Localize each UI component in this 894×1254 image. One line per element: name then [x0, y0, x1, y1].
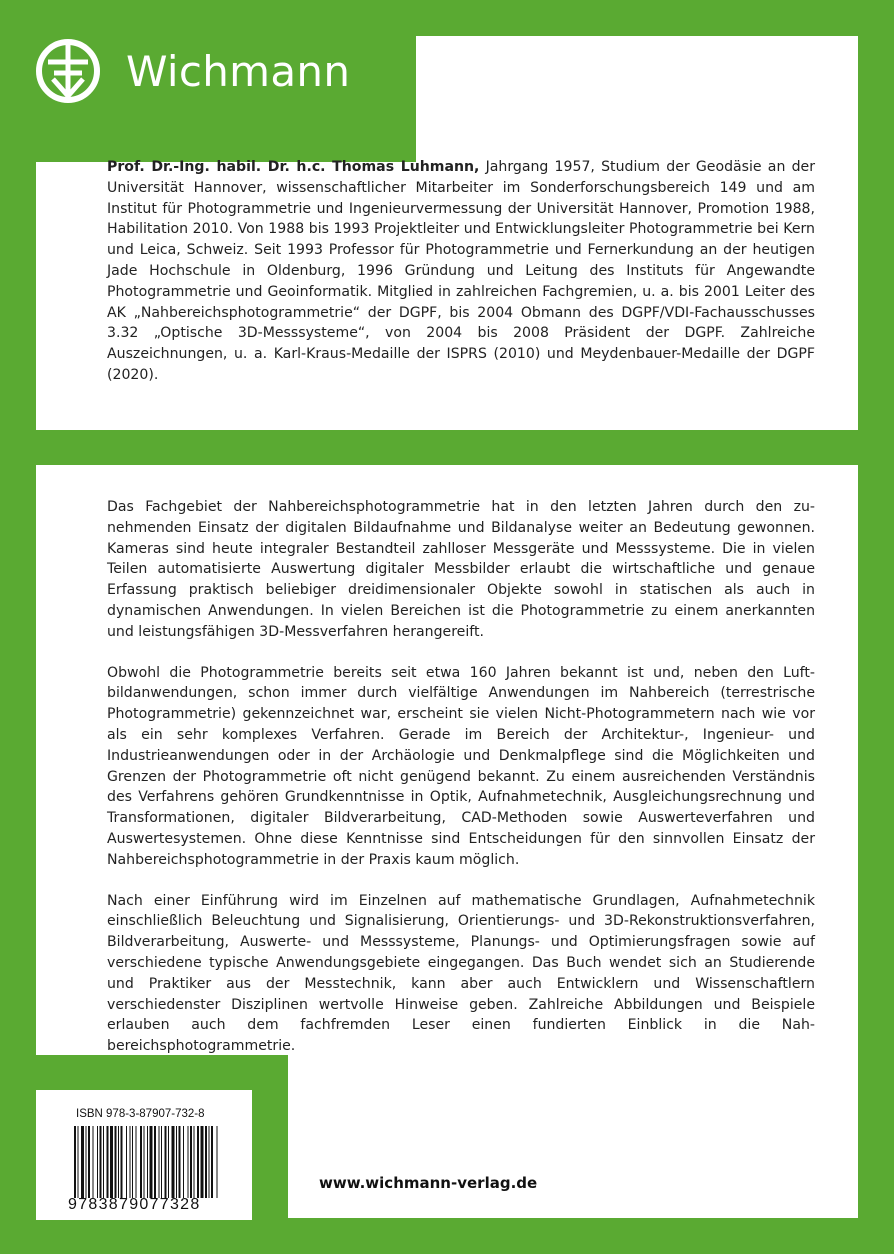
barcode-icon: [74, 1126, 218, 1198]
description-paragraph-1: Das Fachgebiet der Nahbereichsphotogrammetrie hat in den letzten Jahren durch den zunehmenden Einsatz der digitalen Bildaufnahme und Bildanalyse weiter an Bedeutung gewonnen. Kameras sind heute integraler Bestandteil zahlloser Messgeräte und Messsysteme. Die in vielen Teilen automatisierte Auswertung digitaler Messbilder erlaubt die wirtschaftliche und genaue Erfassung praktisch beliebiger dreidimensionaler Objekte sowohl in statischen als auch in dynamischen Anwendungen. In vielen Bereichen ist die Photogrammetrie zu einem anerkannten und leistungsfähigen 3D-Messverfahren herangereift.: [107, 499, 815, 640]
website-panel: [288, 1054, 858, 1218]
publisher-website-link[interactable]: www.wichmann-verlag.de: [319, 1174, 538, 1192]
isbn-label: ISBN 978-3-87907-732-8: [76, 1108, 205, 1120]
author-name: Prof. Dr.-Ing. habil. Dr. h.c. Thomas Luhmann,: [107, 159, 480, 175]
publisher-logo: [34, 36, 350, 106]
wichmann-emblem-icon: [34, 37, 102, 105]
barcode-digits: 9783879077328: [68, 1196, 201, 1213]
author-bio-text: Jahrgang 1957, Studium der Geodäsie an der Universität Hannover, wissenschaftlicher Mitarbeiter im Sonderforschungsbereich 149 und am Institut für Photogrammetrie und Ingenieurvermessung der Universität Hannover, Promotion 1988, Habilitation 2010. Von 1988 bis 1993 Projektleiter und Entwicklungsleiter Photogrammetrie bei Kern und Leica, Schweiz. Seit 1993 Professor für Photogrammetrie und Fernerkundung an der heutigen Jade Hochschule in Oldenburg, 1996 Gründung und Leitung des Instituts für Angewandte Photogrammetrie und Geoinformatik. Mitglied in zahlreichen Fachgremien, u. a. bis 2001 Leiter des AK „Nahbereichsphotogrammetrie“ der DGPF, bis 2004 Obmann des DGPF/VDI-Fachausschusses 3.32 „Optische 3D-Messsysteme“, von 2004 bis 2008 Präsident der DGPF. Zahlreiche Auszeichnungen, u. a. Karl-Kraus-Medaille der ISPRS (2010) und Meydenbauer-Medaille der DGPF (2020).: [107, 159, 815, 383]
book-description: [107, 497, 815, 1077]
publisher-name: Wichmann: [126, 46, 351, 96]
author-bio: [107, 157, 815, 386]
description-paragraph-3: Nach einer Einführung wird im Einzelnen auf mathematische Grundlagen, Aufnahmetechnik einschließlich Beleuchtung und Signalisierung, Orientierungs- und 3D-Rekonstruktionsverfahren, Bildverarbeitung, Auswerte- und Messsysteme, Planungs- und Optimierungsfragen sowie auf verschiedene typische Anwendungsgebiete eingegangen. Das Buch wendet sich an Studierende und Praktiker aus der Messtechnik, kann aber auch Entwicklern und Wissenschaftlern verschiedenster Disziplinen wertvolle Hinweise geben. Zahlreiche Abbildungen und Beispiele erlauben auch dem fachfremden Leser einen fundierten Einblick in die Nahbereichsphotogrammetrie.: [107, 892, 815, 1055]
description-paragraph-2: Obwohl die Photogrammetrie bereits seit etwa 160 Jahren bekannt ist und, neben den Luftbildanwendungen, schon immer durch vielfältige Anwendungen im Nahbereich (terrestrische Photogrammetrie) gekennzeichnet war, erscheint sie vielen Nicht-Photogrammetern nach wie vor als ein sehr komplexes Verfahren. Gerade im Bereich der Architektur-, Ingenieur- und Industrieanwendungen oder in der Archäologie und Denkmalpflege sind die Möglichkeiten und Grenzen der Photogrammetrie oft nicht genügend bekannt. Zu einem ausreichenden Verständnis des Verfahrens gehören Grundkenntnisse in Optik, Aufnahmetechnik, Ausgleichungsrechnung und Transformationen, digitaler Bildverarbeitung, CAD-Methoden sowie Auswerteverfahren und Auswertesystemen. Ohne diese Kenntnisse sind Entscheidungen für den sinnvollen Einsatz der Nahbereichsphotogrammetrie in der Praxis kaum möglich.: [107, 664, 815, 868]
